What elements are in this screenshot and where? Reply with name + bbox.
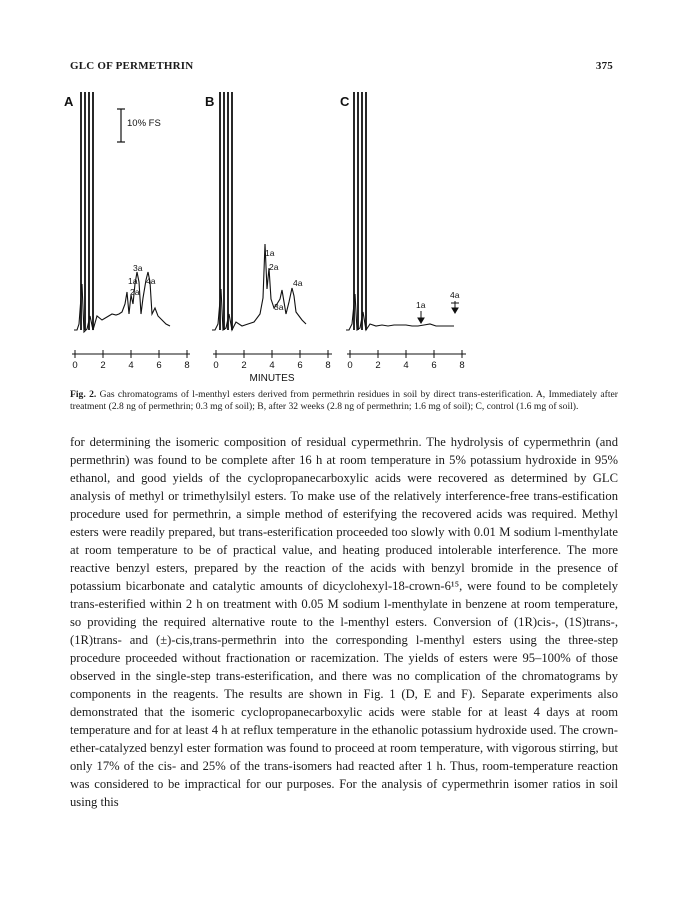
tick-label: 4 [128,360,134,371]
figure-caption [70,389,618,414]
peak-label: 3a [133,263,143,273]
scale-label: 10% FS [127,118,161,129]
tick-label: 2 [100,360,106,371]
peak-label: 1a [265,248,275,258]
peak-label: 2a [130,287,140,297]
tick-label: 0 [213,360,219,371]
running-head-title: GLC OF PERMETHRIN [70,60,194,72]
peak-label: 1a [416,300,426,310]
tick-label: 6 [431,360,437,371]
tick-label: 6 [156,360,162,371]
peak-label: 1a [128,276,138,286]
peak-label: 2a [269,262,279,272]
time-axis [72,350,466,384]
page-number: 375 [595,60,613,72]
tick-label: 2 [241,360,247,371]
panel-letter: C [340,94,350,109]
panel-letter: B [205,94,215,109]
paragraph: for determining the isomeric composition of residual cypermethrin. The hydrolysis of cypermethrin (and permethrin) was found to be complete after 16 h at room temperature in 5% potassium hydroxide in 95% ethanol, and good yields of the cyclopropanecarboxylic acids were recovered as determined by GLC analysis of methyl or trimethylsilyl esters. To make use of the relatively interference-free trans-estification procedure used for permethrin, a simple method of esterifying the recovered acids was required. Methyl esters were readily prepared, but trans-esterification proceeded too slowly with 0.01 M sodium l-menthylate at room temperature to be of practical value, and heating produced intolerable interference. The more reactive benzyl esters, prepared by the reaction of the acids with benzyl bromide in the presence of potassium bicarbonate and catalytic amounts of dicyclohexyl-18-crown-6¹⁵, were found to be completely trans-esterified within 2 h on treatment with 0.05 M sodium l-menthylate in benzene at room temperature, so providing the required alternative route to the l-menthyl esters. Conversion of (1R)cis-, (1S)trans-, (1R)trans- and (±)-cis,trans-permethrin into the corresponding l-menthyl esters using the three-step procedure proceeded without fractionation or racemization. The yields of esters were 95–100% of those observed in the single-step trans-esterification, and there was no complication of the chromatograms by components in the reagents. The results are shown in Fig. 1 (D, E and F). Separate experiments also demonstrated that the isomeric cyclopropanecarboxylic acids were stable for at least 4 days at room temperature and for at least 4 h at reflux temperature in the ethanolic potassium hydroxide used. The crown-ether-catalyzed benzyl ester formation was found to proceed at room temperature, with vigorous stirring, but only 17% of the cis- and 25% of the trans-isomers had reacted after 1 h. Thus, room-temperature reaction was considered to be impractical for our purposes. For the analysis of cypermethrin isomer ratios in soil using this [70,435,618,809]
tick-label: 0 [72,360,78,371]
tick-label: 2 [375,360,381,371]
tick-label: 4 [269,360,275,371]
peak-label: 4a [293,278,303,288]
scale-bar [117,109,125,142]
tick-label: 0 [347,360,353,371]
running-head [70,60,613,76]
tick-label: 6 [297,360,303,371]
caption-text: Gas chromatograms of l-menthyl esters derived from permethrin residues in soil by direct trans-esterification. A, Immediately after treatment (2.8 ng of permethrin; 0.3 mg of soil); B, after 32 weeks (2.8 ng of permethrin; 1.6 mg of soil); C, control (1.6 mg of soil). [70,389,618,413]
peak-label: 4a [450,290,460,300]
tick-label: 8 [459,360,465,371]
panel-a [64,92,170,332]
peak-label: 4a [146,276,156,286]
tick-label: 4 [403,360,409,371]
body-text [70,433,618,811]
panel-letter: A [64,94,74,109]
chromatogram-trace [212,244,306,330]
panel-c [340,92,460,330]
chromatogram-figure [60,84,490,384]
solvent-front-lines [354,92,366,330]
panel-b [205,92,306,330]
tick-label: 8 [325,360,331,371]
peak-label: 3a [274,302,284,312]
figure-label: Fig. 2. [70,389,97,400]
tick-label: 8 [184,360,190,371]
axis-label: MINUTES [249,373,295,384]
